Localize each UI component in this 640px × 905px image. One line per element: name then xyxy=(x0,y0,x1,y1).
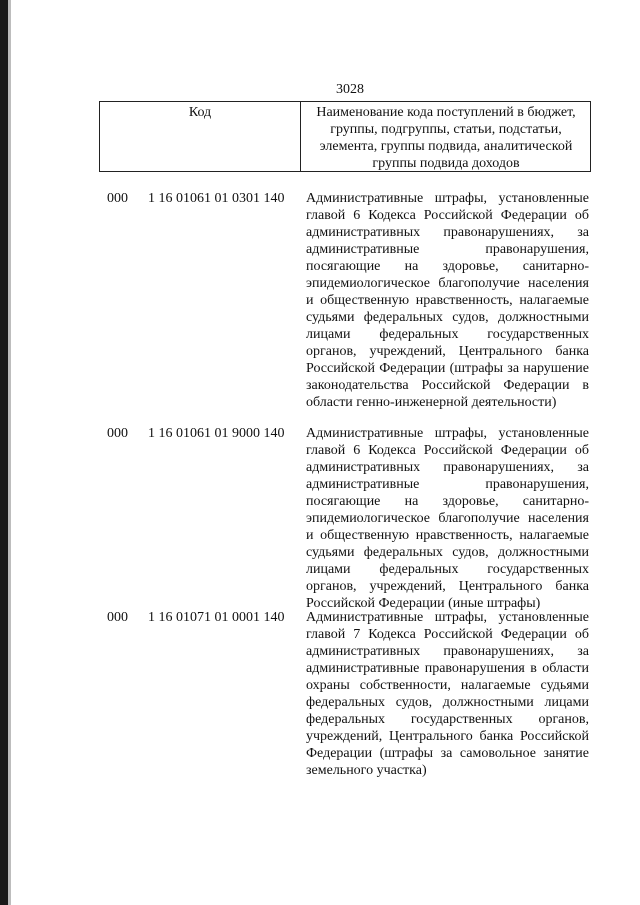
revenue-description: Административные штрафы, установленные главой 7 Кодекса Российской Федерации об административных правонарушениях, за административные правонарушения в области охраны собственности, налагаемые судьями федеральных судов, должностными лицами федеральных государственных органов, учреждений, Центрального банка Российской Федерации (штрафы за самовольное занятие земельного участка) xyxy=(306,610,589,778)
header-name-cell: Наименование кода поступлений в бюджет, группы, подгруппы, статьи, подстатьи, элемента, группы подвида, аналитической группы подвида доходов xyxy=(316,105,576,171)
revenue-description: Административные штрафы, установленные главой 6 Кодекса Российской Федерации об административных правонарушениях, за административные правонарушения, посягающие на здоровье, санитарно-эпидемиологическое благополучие населения и общественную нравственность, налагаемые судьями федеральных судов, должностными лицами федеральных государственных органов, учреждений, Центрального банка Российской Федерации (штрафы за нарушение законодательства Российской Федерации в области генно-инженерной деятельности) xyxy=(306,191,589,410)
revenue-code: 1 16 01071 01 0001 140 xyxy=(148,610,285,625)
scan-edge-gradient xyxy=(8,0,11,905)
header-divider xyxy=(300,102,301,171)
revenue-code: 1 16 01061 01 0301 140 xyxy=(148,191,285,206)
admin-code: 000 xyxy=(107,426,128,441)
table-header xyxy=(99,101,591,172)
revenue-description: Административные штрафы, установленные главой 6 Кодекса Российской Федерации об административных правонарушениях, за административные правонарушения, посягающие на здоровье, санитарно-эпидемиологическое благополучие населения и общественную нравственность, налагаемые судьями федеральных судов, должностными лицами федеральных государственных органов, учреждений, Центрального банка Российской Федерации (иные штрафы) xyxy=(306,426,589,611)
admin-code: 000 xyxy=(107,610,128,625)
page-number: 3028 xyxy=(336,82,364,97)
revenue-code: 1 16 01061 01 9000 140 xyxy=(148,426,285,441)
scan-edge-shadow xyxy=(0,0,8,905)
admin-code: 000 xyxy=(107,191,128,206)
header-code-cell: Код xyxy=(188,105,212,120)
